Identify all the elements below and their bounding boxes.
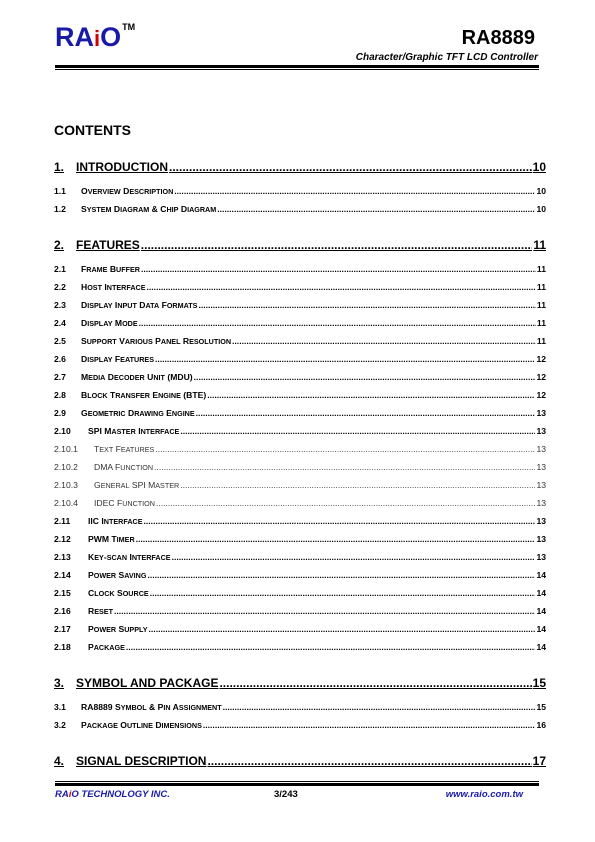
toc-entry[interactable] [54,406,546,418]
document-subtitle: Character/Graphic TFT LCD Controller [355,52,538,63]
logo-ra: RA [55,22,94,52]
toc-entry[interactable] [54,478,546,490]
toc-page-number: 12 [536,390,546,400]
toc-leader-dots [174,186,535,196]
toc-number: 3. [54,676,65,690]
toc-leader-dots [180,426,535,436]
toc-number: 2.15 [54,588,71,598]
toc-entry[interactable] [54,352,546,364]
toc-page-number: 13 [536,516,546,526]
toc-page-number: 13 [536,444,546,454]
toc-entry[interactable] [54,202,546,214]
trademark-mark: TM [122,22,136,32]
toc-leader-dots [155,444,535,454]
toc-title: FRAME BUFFER [81,264,140,274]
logo-o: O [100,22,122,52]
toc-page-number: 14 [536,606,546,616]
toc-leader-dots [172,552,536,562]
header-divider [55,65,539,68]
toc-title: GEOMETRIC DRAWING ENGINE [81,408,195,418]
toc-number: 2.13 [54,552,71,562]
toc-title: PWM TIMER [88,534,135,544]
toc-entry[interactable] [54,388,546,400]
toc-title: MEDIA DECODER UNIT (MDU) [81,372,193,382]
toc-entry[interactable] [54,532,546,544]
toc-title: SUPPORT VARIOUS PANEL RESOLUTION [81,336,232,346]
toc-title: IDEC FUNCTION [94,498,155,508]
toc-leader-dots [207,390,535,400]
toc-entry[interactable] [54,496,546,508]
toc-entry[interactable] [54,460,546,472]
footer-divider-thin [55,781,539,782]
toc-leader-dots [147,282,536,292]
toc-number: 2.3 [54,300,66,310]
toc-title: FEATURES [76,238,140,252]
toc-page-number: 13 [536,408,546,418]
toc-page-number: 13 [536,480,546,490]
toc-leader-dots [156,498,535,508]
toc-entry[interactable] [54,316,546,328]
toc-entry[interactable] [54,236,546,252]
toc-leader-dots [219,676,531,690]
toc-number: 2.7 [54,372,66,382]
toc-number: 2.6 [54,354,66,364]
toc-entry[interactable] [54,752,546,768]
toc-number: 2.9 [54,408,66,418]
toc-page-number: 11 [533,238,546,252]
toc-entry[interactable] [54,640,546,652]
toc-entry[interactable] [54,280,546,292]
footer-company [55,789,170,800]
toc-page-number: 14 [536,642,546,652]
logo-i: i [94,26,101,51]
toc-title: DISPLAY MODE [81,318,138,328]
toc-entry[interactable] [54,604,546,616]
toc-title: PACKAGE OUTLINE DIMENSIONS [81,720,202,730]
toc-leader-dots [180,480,535,490]
toc-leader-dots [141,238,533,252]
toc-number: 2.8 [54,390,66,400]
toc-number: 2.11 [54,516,71,526]
toc-leader-dots [196,408,536,418]
toc-number: 2.10.3 [54,480,78,490]
toc-title: PACKAGE [88,642,125,652]
toc-entry[interactable] [54,568,546,580]
footer-company-i: i [68,789,72,800]
footer-divider [55,783,539,786]
toc-title: BLOCK TRANSFER ENGINE (BTE) [81,390,207,400]
toc-number: 1.2 [54,204,66,214]
toc-leader-dots [194,372,536,382]
toc-entry[interactable] [54,718,546,730]
toc-entry[interactable] [54,184,546,196]
toc-title: RA8889 SYMBOL & PIN ASSIGNMENT [81,702,222,712]
toc-number: 3.2 [54,720,66,730]
toc-leader-dots [198,300,535,310]
toc-leader-dots [144,516,536,526]
toc-title: GENERAL SPI MASTER [94,480,180,490]
toc-page-number: 13 [536,498,546,508]
toc-title: IIC INTERFACE [88,516,143,526]
toc-number: 2. [54,238,65,252]
footer-company-rest: O TECHNOLOGY INC. [71,789,170,800]
toc-number: 2.10.1 [54,444,78,454]
toc-page-number: 11 [536,318,546,328]
toc-title: SPI MASTER INTERFACE [88,426,180,436]
toc-entry[interactable] [54,550,546,562]
toc-page-number: 13 [536,534,546,544]
toc-leader-dots [139,318,536,328]
toc-entry[interactable] [54,370,546,382]
toc-title: TEXT FEATURES [94,444,155,454]
toc-entry[interactable] [54,700,546,712]
toc-number: 2.10.2 [54,462,78,472]
toc-page-number: 14 [536,624,546,634]
toc-entry[interactable] [54,674,546,690]
toc-page-number: 11 [536,264,546,274]
toc-leader-dots [114,606,535,616]
toc-entry[interactable] [54,158,546,174]
toc-leader-dots [126,642,536,652]
toc-entry[interactable] [54,586,546,598]
toc-page-number: 14 [536,588,546,598]
toc-entry[interactable] [54,262,546,274]
toc-page-number: 12 [536,354,546,364]
toc-page-number: 13 [536,426,546,436]
toc-title: DISPLAY FEATURES [81,354,154,364]
toc-page-number: 10 [536,186,546,196]
toc-number: 2.16 [54,606,71,616]
toc-leader-dots [169,160,532,174]
toc-leader-dots [147,570,535,580]
toc-number: 2.5 [54,336,66,346]
toc-title: SIGNAL DESCRIPTION [76,754,207,768]
toc-number: 2.14 [54,570,71,580]
toc-leader-dots [223,702,536,712]
toc-leader-dots [150,588,536,598]
toc-page-number: 10 [536,204,546,214]
toc-entry[interactable] [54,424,546,436]
toc-entry[interactable] [54,334,546,346]
toc-title: INTRODUCTION [76,160,168,174]
toc-title: POWER SAVING [88,570,147,580]
toc-entry[interactable] [54,514,546,526]
toc-number: 2.12 [54,534,71,544]
toc-title: CLOCK SOURCE [88,588,149,598]
company-logo [55,24,135,51]
toc-entry[interactable] [54,622,546,634]
toc-title: OVERVIEW DESCRIPTION [81,186,174,196]
toc-page-number: 16 [536,720,546,730]
toc-leader-dots [203,720,536,730]
toc-number: 1. [54,160,65,174]
toc-number: 2.18 [54,642,71,652]
toc-leader-dots [232,336,536,346]
toc-number: 2.1 [54,264,66,274]
toc-number: 2.10 [54,426,71,436]
toc-entry[interactable] [54,298,546,310]
toc-title: RESET [88,606,113,616]
toc-page-number: 14 [536,570,546,580]
toc-number: 2.2 [54,282,66,292]
toc-leader-dots [154,462,535,472]
toc-title: POWER SUPPLY [88,624,148,634]
toc-number: 2.4 [54,318,66,328]
toc-title: HOST INTERFACE [81,282,146,292]
toc-number: 1.1 [54,186,66,196]
toc-leader-dots [207,754,531,768]
toc-leader-dots [149,624,536,634]
toc-page-number: 13 [536,552,546,562]
contents-heading: CONTENTS [54,122,131,138]
toc-entry[interactable] [54,442,546,454]
toc-page-number: 13 [536,462,546,472]
toc-number: 2.17 [54,624,71,634]
toc-title: KEY-SCAN INTERFACE [88,552,171,562]
toc-page-number: 11 [536,336,546,346]
toc-number: 4. [54,754,65,768]
toc-page-number: 17 [532,754,546,768]
toc-page-number: 12 [536,372,546,382]
toc-number: 3.1 [54,702,66,712]
toc-leader-dots [136,534,536,544]
toc-leader-dots [217,204,535,214]
toc-page-number: 15 [532,676,546,690]
toc-page-number: 11 [536,300,546,310]
header-divider-thin [55,69,539,70]
toc-page-number: 11 [536,282,546,292]
toc-leader-dots [141,264,536,274]
toc-title: SYSTEM DIAGRAM & CHIP DIAGRAM [81,204,217,214]
page-number: 3/243 [274,789,298,800]
toc-title: DISPLAY INPUT DATA FORMATS [81,300,198,310]
footer-company-prefix: RA [55,789,69,800]
toc-title: DMA FUNCTION [94,462,154,472]
toc-page-number: 15 [536,702,546,712]
toc-title: SYMBOL AND PACKAGE [76,676,219,690]
toc-page-number: 10 [532,160,546,174]
toc-leader-dots [155,354,535,364]
chip-model: RA8889 [461,27,535,49]
website-link[interactable]: www.raio.com.tw [445,789,523,800]
toc-number: 2.10.4 [54,498,78,508]
